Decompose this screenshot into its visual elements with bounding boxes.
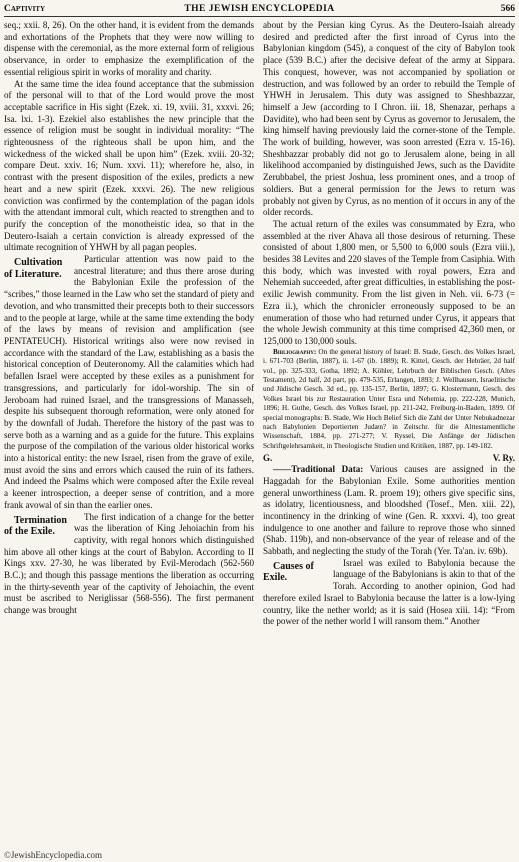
paragraph: Termination of the Exile. The first indication of a change for the better was the liberation of King Jehoiachin from his captivity, with regal honors which distinguished him above all other kings at the court of Babylon. According to II Kings xxv. 27-30, he was liberated by Evil-Merodach (562-560 B.C.); and though this passage mentions the liberation as occurring in the thirty-seventh year of the captivity of Jehoiachin, the event must be ascribed to Neriglissar (568-556). The first permanent change was brought bbox=[4, 511, 254, 616]
author-signature bbox=[263, 452, 515, 464]
sidenote-causes-of-exile: Causes of Exile. bbox=[263, 560, 314, 584]
paragraph: ——Traditional Data: Various causes are assigned in the Haggadah for the Babylonian Exile. Some authorities mention general unworthiness (Lam. R. proem 19); others give specific sins, as idolatry, licentiousness, and bloodshed (Tosef., Men. xiii. 22), incontinency in the drinking of wine (Gen. R. xxxvi. 4), too great indulgence to one another and failure to reprove those who sinned (Shab. 119b), and non-observance of the year of release and of the Sabbath, and neglecting the study of the Torah (Yer. Ta'an. iv. 69b). bbox=[263, 464, 516, 557]
header-rule bbox=[4, 16, 515, 17]
section-heading-traditional-data: ——Traditional Data: bbox=[273, 464, 364, 475]
sidenote-termination-of-exile: Termination of the Exile. bbox=[4, 514, 67, 538]
signature-left: G. bbox=[263, 453, 273, 464]
paragraph: seq.; xxii. 8, 26). On the other hand, it is evident from the demands and exhortations of the Prophets that they were now willing to dispense with the ceremonial, as the more external form of religious observance, in order to emphasize the exemplification of the essential religious spirit in works of morality and charity. bbox=[4, 20, 254, 77]
left-column bbox=[4, 20, 254, 617]
paragraph: At the same time the idea found acceptance that the submission of the personal will to that of the Lord would prove the most acceptable sacrifice in His sight (Ezek. xi. 19, xviii. 31, xxxvi. 26; Isa. lxi. 1-3). Ezekiel also establishes the new principle that the essence of religion must be sought in individual morality: “The righteousness of the righteous shall be upon him, and the wickedness of the wicked shall be upon him” (Ezek. xviii. 20-32; compare Deut. xxiv. 16; Num. xxvi. 11); wherefore he, also, in contrast with the present disposition of the exiles, predicts a new heart and a new spirit (Ezek. xxxvi. 26). The new religious conviction was confirmed by the contemplation of the pagan idols with the attendant immoral cult, which reacted to strengthen and to purify the conception of the monotheistic idea, so that in the Deutero-Isaiah a certain conviction is already expressed of the ultimate recognition of YHWH by all pagan peoples. bbox=[4, 78, 254, 253]
bibliography: Bibliography: On the general history of Israel: B. Stade, Gesch. des Volkes Israel, i. 671-703 (Berlin, 1887), ii. 1-67 (ib. 1889); R. Kittel, Gesch. der Hebräer, 2d half vol., pp. 325-333, Gotha, 1892; A. Köhler, Lehrbuch der Biblischen Gesch. (Altes Testament), 2d half, 2d part, pp. 479-535, Erlangen, 1893; J. Wellhausen, Israelitische und Jüdische Gesch. 3d ed., pp. 135-157, Berlin, 1897; G. Klostermann, Gesch. des Volkes Israel bis zur Restauration Unter Esra und Nehemia, pp. 222-228, Munich, 1896; H. Guthe, Gesch. des Volkes Israel, pp. 211-242, Freiburg-in-Baden, 1899. Of special monographs: B. Stade, Wie Hoch Belief Sich die Zahl der Unter Nebukadnezar nach Babylonien Deportierten Judæn? in Zeitschr. für die Alttestamentliche Wissenschaft, 1884, pp. 271-277; V. Ryssel, Die Anfänge der Jüdischen Schriftgelehrsamkeit, in Theologische Studien und Kritiken, 1887, pp. 149-182. bbox=[263, 347, 515, 450]
signature-right: V. Ry. bbox=[492, 453, 515, 464]
paragraph: The actual return of the exiles was consummated by Ezra, who assembled at the river Ahava all those desirous of returning. These consisted of about 1,800 men, or 5,500 to 6,000 souls (Ezra viii.), besides 38 Levites and 220 slaves of the Temple from Casiphia. With this body, which was invested with royal powers, Ezra and Nehemiah succeeded, after great difficulties, in establishing the post-exilic Jewish community. From the list given in Neh. vii. 6-73 (= Ezra ii.), which the chronicler erroneously supposed to be an enumeration of those who had returned under Cyrus, it appears that the whole Jewish community at this time comprised 42,360 men, or 125,000 to 130,000 souls. bbox=[263, 218, 515, 346]
bibliography-heading: Bibliography: bbox=[273, 347, 317, 356]
right-column bbox=[263, 20, 515, 628]
page-header bbox=[4, 2, 515, 16]
header-title-left: Captivity bbox=[4, 4, 46, 14]
header-encyclopedia-title: THE JEWISH ENCYCLOPEDIA bbox=[184, 4, 335, 14]
footer-watermark: ©JewishEncyclopedia.com bbox=[4, 850, 103, 860]
paragraph: Causes of Exile. Israel was exiled to Babylonia because the language of the Babylonians is akin to that of the Torah. According to another opinion, God had therefore exiled Israel to Babylonia because the latter is a low-lying country, like the nether world; as it is said (Hosea xiii. 14): “From the power of the nether world I will ransom them.” Another bbox=[263, 557, 515, 627]
paragraph: about by the Persian king Cyrus. As the Deutero-Isaiah already desired and predicted after the first inroad of Cyrus into the Babylonian kingdom (545), a conquest of the city of Babylon took place (539 B.C.) after the decisive defeat of the army at Sippara. This conquest, however, was not accompanied by spoliation or destruction, and was followed by an order to rebuild the Temple of YHWH in Jerusalem. This duty was assigned to Sheshbazzar, himself a Jew (according to I Chron. iii. 18, Shenazar, perhaps a Davidite), who had been sent by Cyrus as governor to Jerusalem, the king himself having previously laid the corner-stone of the Temple. The work of building, however, was soon arrested (Ezra v. 15-16). Sheshbazzar probably did not go to Jerusalem alone, being in all likelihood accompanied by distinguished Jews, such as the Davidite Zerubbabel, the priest Joshua, less prominent ones, and a troop of soldiers. But a general permission for the Jews to return was probably not given by Cyrus, as no mention of it occurs in any of the older records. bbox=[263, 20, 515, 218]
sidenote-cultivation-of-literature: Cultivation of Literature. bbox=[4, 257, 63, 280]
paragraph: Cultivation of Literature. Particular attention was now paid to the ancestral literature; and thus there arose during the Babylonian Exile the profession of the “scribes,” those learned in the Law who set the standard of piety and devotion, and who transmitted their precepts both to their successors and to the people at large, while at the same time extending the body of the laws by means of revision and amplification (see PENTATEUCH). Historical writings also were now revised in accordance with the standard of the Law, establishing as a basis the historical conception of Deuteronomy. All the calamities which had befallen Israel were accepted by these exiles as a punishment for transgressions, and particularly for idol-worship. The sin of Jeroboam had ruined Israel, and the transgressions of Manasseh, despite his subsequent thorough reformation, were only atoned for by the downfall of Judah. Therefore the history of the past was to serve both as a warning and as a guide for the future. This explains the purpose of the compilation of the various older historical works into a historical entity: the new Israel, risen from the grave of exile, must avoid the sins and errors which caused the ruin of its fathers. And indeed the Psalms which were composed after the Exile reveal a keener introspection, a deeper sense of contrition, and a more frank avowal of sin than the earlier ones. bbox=[4, 254, 254, 510]
page-number: 566 bbox=[500, 4, 515, 14]
